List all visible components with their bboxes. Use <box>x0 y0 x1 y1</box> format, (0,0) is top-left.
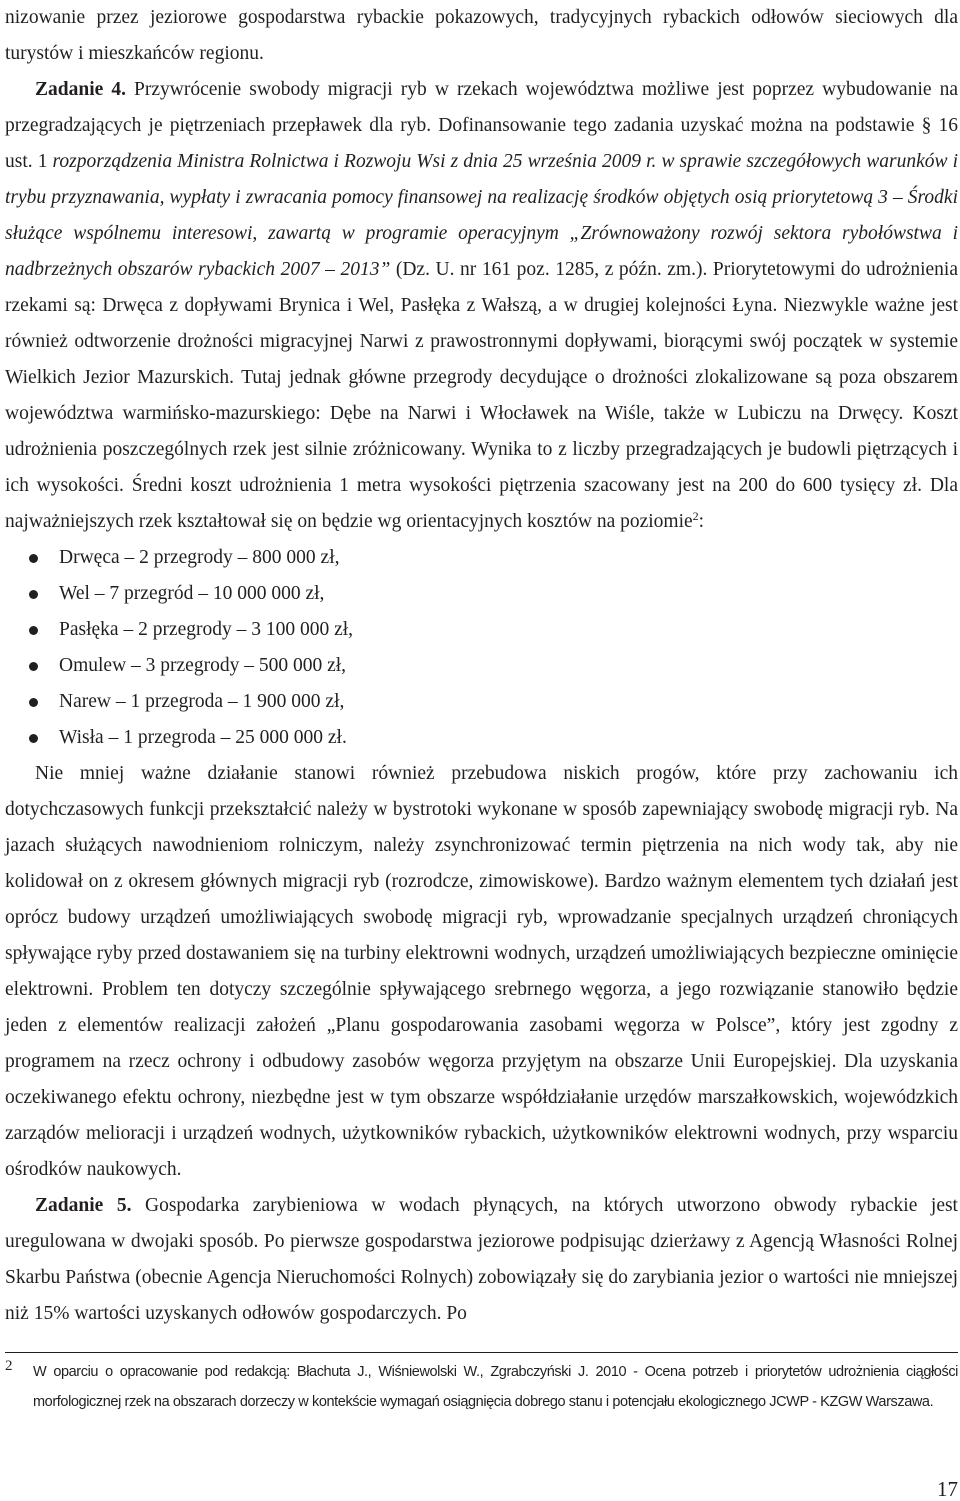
bullet-icon <box>29 554 38 563</box>
paragraph-task-5 <box>5 1188 958 1332</box>
footnote <box>5 1357 958 1417</box>
paragraph-thresholds-text: Nie mniej ważne działanie stanowi również przebudowa niskich progów, które przy zachowaniu ich dotychczasowych funkcji przekształcić należy w bystrotoki wykonane w sposób zapewniający swobodę migracji ryb. Na jazach służących nawodnieniom rolniczym, należy zsynchronizować termin piętrzenia na nich wody tak, aby nie kolidował on z okresem głównych migracji ryb (rozrodcze, zimowiskowe). Bardzo ważnym elementem tych działań jest oprócz budowy urządzeń umożliwiających swobodę migracji ryb, wprowadzanie specjalnych urządzeń chroniących spływające ryby przed dostawaniem się na turbiny elektrowni wodnych, urządzeń umożliwiających bezpieczne ominięcie elektrowni. Problem ten dotyczy szczególnie spływającego srebrnego węgorza, a jego rozwiązanie stanowiło będzie jeden z elementów realizacji założeń „Planu gospodarowania zasobami węgorza w Polsce”, który jest zgodny z programem na rzecz ochrony i odbudowy zasobów węgorza przyjętym na obszarze Unii Europejskiej. Dla uzyskania oczekiwanego efektu ochrony, niezbędne jest w tym obszarze współdziałanie urzędów marszałkowskich, wojewódzkich zarządów melioracji i urządzeń wodnych, użytkowników rybackich, użytkowników elektrowni wodnych, przy wsparciu ośrodków naukowych. <box>5 763 958 1180</box>
list-item <box>5 540 958 576</box>
page-number: 17 <box>937 1477 958 1501</box>
bullet-icon <box>29 734 38 743</box>
list-item <box>5 612 958 648</box>
task-4-label: Zadanie 4. <box>35 79 126 100</box>
bullet-icon <box>29 698 38 707</box>
list-item-text: Wisła – 1 przegroda – 25 000 000 zł. <box>59 727 347 748</box>
list-item-text: Drwęca – 2 przegrody – 800 000 zł, <box>59 547 340 568</box>
bullet-icon <box>29 626 38 635</box>
document-page <box>5 0 958 1417</box>
paragraph-thresholds <box>5 756 958 1188</box>
footnote-text: W oparciu o opracowanie pod redakcją: Błachuta J., Wiśniewolski W., Zgrabczyński J. 2010 - Ocena potrzeb i priorytetów udrożnienia ciągłości morfologicznej rzek na obszarach dorzeczy w kontekście wymagań osiągnięcia dobrego stanu i potencjału ekologicznego JCWP - KZGW Warszawa. <box>33 1364 958 1410</box>
task-4-text-a: Przywrócenie swobody migracji ryb w rzekach województwa możliwe jest poprzez wybudowanie na przegradzających je piętrzeniach przepławek dla ryb. Dofinansowanie tego zadania uzyskać można na podstawie § 16 ust. 1 <box>5 79 958 172</box>
bullet-icon <box>29 590 38 599</box>
list-item-text: Narew – 1 przegroda – 1 900 000 zł, <box>59 691 345 712</box>
task-4-text-b: (Dz. U. nr 161 poz. 1285, z późn. zm.). Priorytetowymi do udrożnienia rzekami są: Drwęca z dopływami Brynica i Wel, Pasłęka z Wałszą, a w drugiej kolejności Łyna. Niezwykle ważne jest również odtworzenie drożności migracyjnej Narwi z prawostronnymi dopływami, biorącymi swój początek w systemie Wielkich Jezior Mazurskich. Tutaj jednak główne przegrody decydujące o drożności zlokalizowane są poza obszarem województwa warmińsko-mazurskiego: Dębe na Narwi i Włocławek na Wiśle, także w Lubiczu na Drwęcy. Koszt udrożnienia poszczególnych rzek jest silnie zróżnicowany. Wynika to z liczby przegradzających je budowli piętrzących i ich wysokości. Średni koszt udrożnienia 1 metra wysokości piętrzenia szacowany jest na 200 do 600 tysięcy zł. Dla najważniejszych rzek kształtował się on będzie wg orientacyjnych kosztów na poziomie <box>5 259 958 532</box>
list-item-text: Omulew – 3 przegrody – 500 000 zł, <box>59 655 347 676</box>
paragraph-task-4 <box>5 72 958 540</box>
list-item <box>5 576 958 612</box>
list-item <box>5 684 958 720</box>
task-4-text-end: : <box>698 511 705 532</box>
task-4-regulation-title: rozporządzenia Ministra Rolnictwa i Rozwoju Wsi z dnia 25 września 2009 r. w sprawie szczegółowych warunków i trybu przyznawania, wypłaty i zwracania pomocy finansowej na realizację środków objętych osią priorytetową 3 – Środki służące wspólnemu interesowi, zawartą w programie operacyjnym „Zrównoważony rozwój sektora rybołówstwa i nadbrzeżnych obszarów rybackich 2007 – 2013” <box>5 151 958 280</box>
river-cost-list <box>5 540 958 756</box>
footnote-separator <box>5 1352 958 1353</box>
footnote-mark: 2 <box>5 1358 13 1374</box>
task-5-text: Gospodarka zarybieniowa w wodach płynących, na których utworzono obwody rybackie jest uregulowana w dwojaki sposób. Po pierwsze gospodarstwa jeziorowe podpisując dzierżawy z Agencją Własności Rolnej Skarbu Państwa (obecnie Agencja Nieruchomości Rolnych) zobowiązały się do zarybiania jezior o wartości nie mniejszej niż 15% wartości uzyskanych odłowów gospodarczych. Po <box>5 1195 958 1324</box>
bullet-icon <box>29 662 38 671</box>
paragraph-intro-text: nizowanie przez jeziorowe gospodarstwa rybackie pokazowych, tradycyjnych rybackich odłowów sieciowych dla turystów i mieszkańców regionu. <box>5 7 958 64</box>
list-item-text: Pasłęka – 2 przegrody – 3 100 000 zł, <box>59 619 354 640</box>
paragraph-intro <box>5 0 958 72</box>
list-item <box>5 720 958 756</box>
footnote-reference: 2 <box>692 509 699 523</box>
task-5-label: Zadanie 5. <box>35 1195 132 1216</box>
list-item <box>5 648 958 684</box>
list-item-text: Wel – 7 przegród – 10 000 000 zł, <box>59 583 325 604</box>
